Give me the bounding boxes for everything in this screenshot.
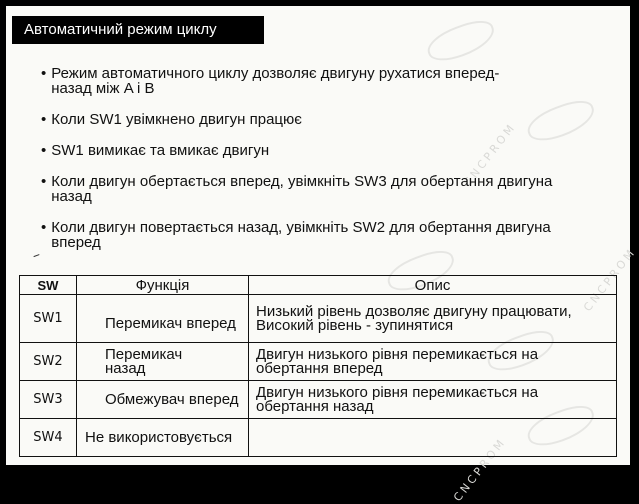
bullet-item (41, 220, 601, 250)
sw-cell: SW2 (20, 343, 77, 381)
watermark-text: CNCPROM (461, 120, 519, 190)
description-cell: Двигун низького рівня перемикається на обертання назад (249, 381, 617, 419)
switch-table (19, 275, 617, 457)
watermark-text: CNCPROM (581, 245, 639, 315)
sw-cell: SW1 (20, 295, 77, 343)
slide-title: Автоматичний режим циклу (12, 16, 264, 44)
description-cell (249, 419, 617, 457)
table-row (20, 295, 617, 343)
column-header-sw: SW (20, 276, 77, 295)
bullet-dot: • (41, 142, 47, 159)
sw-cell: SW3 (20, 381, 77, 419)
table-row (20, 343, 617, 381)
bullet-dot: • (41, 111, 47, 128)
column-header-function: Функція (77, 276, 249, 295)
description-cell: Низький рівень дозволяє двигуну працювати, Високий рівень - зупинятися (249, 295, 617, 343)
bullet-text: Коли двигун обертається вперед, увімкніть SW3 для обертання двигуна назад (51, 173, 553, 205)
bullet-list (41, 66, 601, 266)
bullet-text: SW1 вимикає та вмикає двигун (51, 142, 270, 159)
table-row (20, 419, 617, 457)
table-row (20, 381, 617, 419)
function-cell: Не використовується (77, 419, 249, 457)
slide-page (6, 6, 639, 504)
table-header-row (20, 276, 617, 295)
bullet-item (41, 174, 601, 204)
bullet-item (41, 66, 601, 96)
function-cell: Обмежувач вперед (77, 381, 249, 419)
sw-cell: SW4 (20, 419, 77, 457)
bullet-dot: • (41, 173, 47, 190)
column-header-description: Опис (249, 276, 617, 295)
bullet-dot: • (41, 219, 47, 236)
watermark-text: CNCPROM (451, 435, 509, 504)
bullet-text: Коли SW1 увімкнено двигун працює (51, 111, 302, 128)
description-cell: Двигун низького рівня перемикається на обертання вперед (249, 343, 617, 381)
stray-mark (33, 254, 40, 260)
bullet-item (41, 112, 601, 127)
bullet-item (41, 143, 601, 158)
function-text: Перемикач назад (105, 345, 183, 377)
bullet-dot: • (41, 65, 47, 82)
bullet-text: Коли двигун повертається назад, увімкніть SW2 для обертання двигуна вперед (51, 219, 551, 251)
bullet-text: Режим автоматичного циклу дозволяє двигуну рухатися вперед-назад між A і B (51, 65, 500, 97)
function-cell (77, 343, 249, 381)
function-cell: Перемикач вперед (77, 295, 249, 343)
watermark-swirl (423, 15, 499, 67)
